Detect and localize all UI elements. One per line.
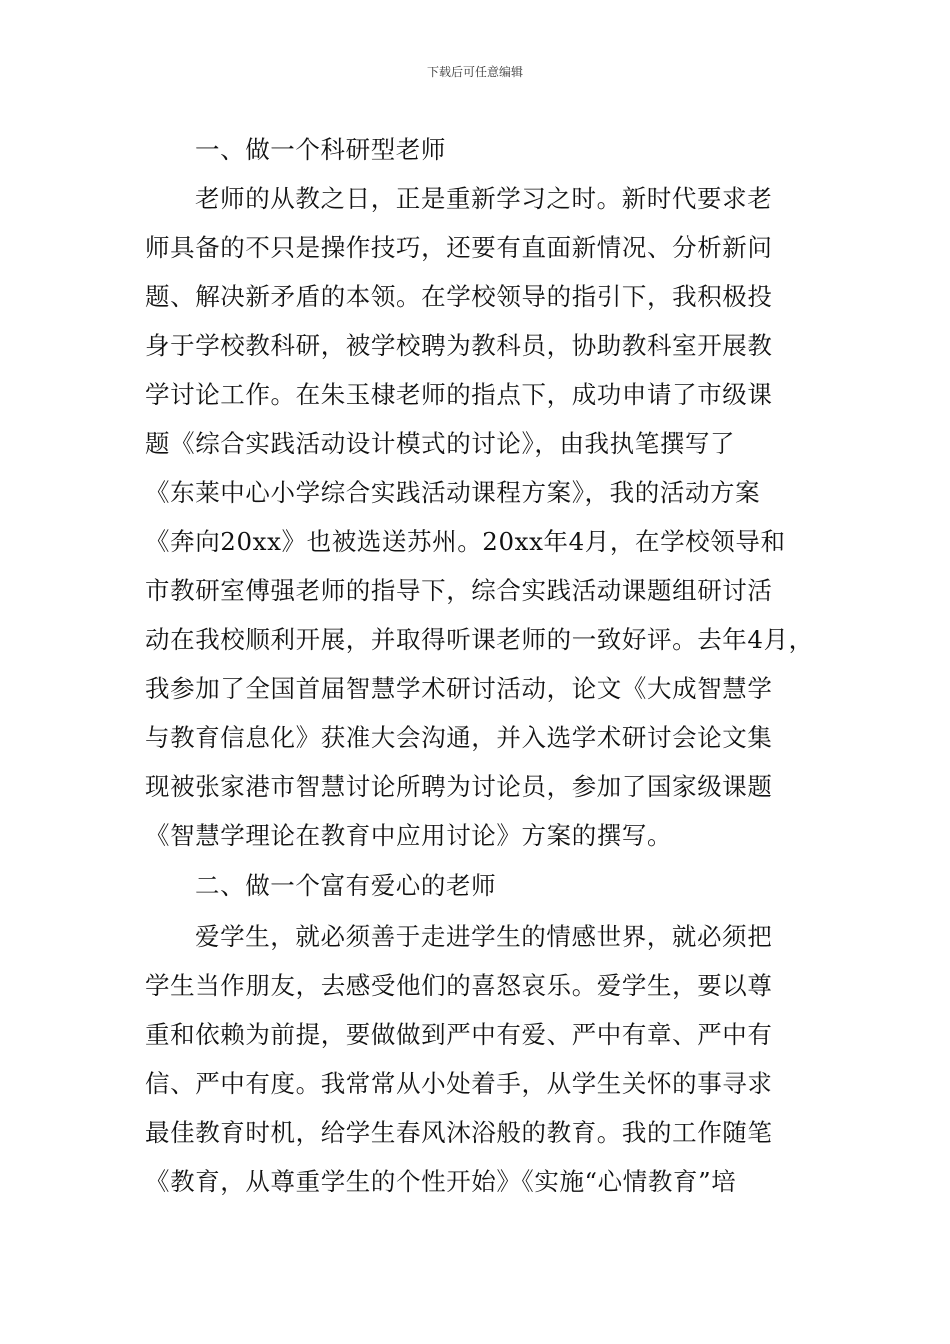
paragraph-line: 与教育信息化》获准大会沟通，并入选学术研讨会论文集 [145, 723, 773, 752]
paragraph-line: 重和依赖为前提，要做做到严中有爱、严中有章、严中有 [145, 1020, 773, 1049]
paragraph-line: 爱学生，就必须善于走进学生的情感世界，就必须把 [195, 922, 773, 951]
section-heading-2: 二、做一个富有爱心的老师 [195, 871, 497, 900]
paragraph-line: 我参加了全国首届智慧学术研讨活动，论文《大成智慧学 [145, 674, 773, 703]
paragraph-line: 师具备的不只是操作技巧，还要有直面新情况、分析新问 [145, 233, 773, 262]
paragraph-line: 《教育，从尊重学生的个性开始》《实施“心情教育”培 [145, 1167, 737, 1196]
paragraph-line: 市教研室傅强老师的指导下，综合实践活动课题组研讨活 [145, 576, 773, 605]
paragraph-line: 身于学校教科研，被学校聘为教科员，协助教科室开展教 [145, 331, 773, 360]
paragraph-line: 老师的从教之日，正是重新学习之时。新时代要求老 [195, 184, 773, 213]
page-header: 下载后可任意编辑 [426, 65, 523, 79]
paragraph-line: 《智慧学理论在教育中应用讨论》方案的撰写。 [145, 821, 673, 850]
section-heading-1: 一、做一个科研型老师 [195, 135, 446, 164]
paragraph-line: 学生当作朋友，去感受他们的喜怒哀乐。爱学生，要以尊 [145, 971, 773, 1000]
paragraph-line: 题、解决新矛盾的本领。在学校领导的指引下，我积极投 [145, 282, 773, 311]
paragraph-line: 信、严中有度。我常常从小处着手，从学生关怀的事寻求 [145, 1069, 773, 1098]
paragraph-line: 学讨论工作。在朱玉棣老师的指点下，成功申请了市级课 [145, 380, 773, 409]
paragraph-line: 动在我校顺利开展，并取得听课老师的一致好评。去年4月， [145, 625, 814, 654]
paragraph-line: 最佳教育时机，给学生春风沐浴般的教育。我的工作随笔 [145, 1118, 773, 1147]
paragraph-line: 现被张家港市智慧讨论所聘为讨论员，参加了国家级课题 [145, 772, 773, 801]
paragraph-line: 题《综合实践活动设计模式的讨论》，由我执笔撰写了 [145, 429, 736, 458]
paragraph-line: 《东莱中心小学综合实践活动课程方案》，我的活动方案 [145, 478, 761, 507]
paragraph-line: 《奔向20xx》也被选送苏州。20xx年4月，在学校领导和 [145, 527, 786, 556]
